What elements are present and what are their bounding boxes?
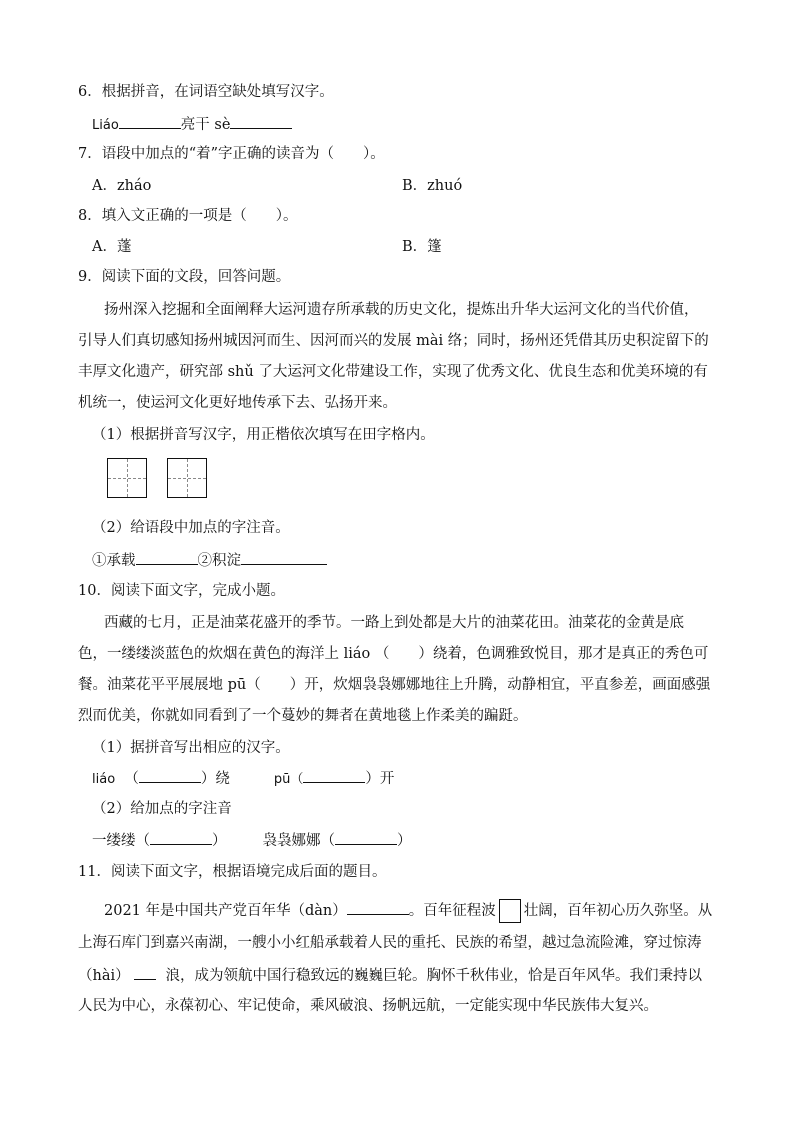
q9-para-line: 扬州深入挖掘和全面阐释大运河遗存所承载的历史文化，提炼出升华大运河文化的当代价值， (104, 302, 699, 318)
q10-word-1: 一缕缕（ (92, 833, 150, 849)
q9-para-line: 机统一，使运河文化更好地传承下去、弘扬开来。 (78, 395, 397, 411)
q10-blank-word1[interactable] (150, 830, 212, 845)
q6-blank-2[interactable] (230, 114, 292, 129)
q9-items (92, 550, 327, 571)
q9-sub2: （2）给语段中加点的字注音。 (92, 520, 290, 536)
q7-title: 7．语段中加点的“着”字正确的读音为（ ）。 (78, 146, 385, 162)
q10-blank-pu[interactable] (303, 768, 365, 783)
q11-line-3a: （hài） (78, 968, 130, 984)
q11-blank-hai[interactable] (134, 965, 156, 980)
q7-option-a[interactable]: A．zháo (92, 178, 152, 194)
q10-words-line (92, 830, 412, 851)
q11-blank-dan[interactable] (347, 900, 409, 915)
q10-para-line: 色，一缕缕淡蓝色的炊烟在黄色的海洋上 liáo （ ）绕着，色调雅致悦目，那才是真正的秀色可 (78, 646, 709, 662)
q11-line-1c: 壮阔，百年初心历久弥坚。从 (523, 903, 713, 919)
q10-sub2: （2）给加点的字注音 (92, 801, 232, 817)
q6-title: 6．根据拼音，在词语空缺处填写汉字。 (78, 84, 334, 100)
q10-pu-after: ）开 (365, 771, 395, 787)
q10-liao: liáo (92, 772, 116, 787)
tianzige-box-2[interactable] (167, 458, 207, 498)
q10-blank-word2[interactable] (335, 830, 397, 845)
q10-sub1: （1）据拼音写出相应的汉字。 (92, 740, 290, 756)
q11-title: 11．阅读下面文字，根据语境完成后面的题目。 (78, 864, 387, 880)
q11-answer-box[interactable] (499, 899, 521, 923)
q9-blank-2[interactable] (241, 550, 327, 565)
q9-title: 9．阅读下面的文段，回答问题。 (78, 269, 291, 285)
q11-line-1b: 。百年征程波 (408, 903, 496, 919)
q9-para-line: 引导人们真切感知扬州城因河而生、因河而兴的发展 mài 络；同时，扬州还凭借其历史积淀留下的 (78, 333, 709, 349)
q10-pu: pū（ (273, 772, 304, 787)
q10-word-2: 袅袅娜娜（ (262, 833, 335, 849)
q10-title: 10．阅读下面文字，完成小题。 (78, 583, 285, 599)
q7-option-b[interactable]: B．zhuó (402, 178, 463, 194)
q9-item-1: ①承载 (92, 553, 136, 569)
q9-sub1: （1）根据拼音写汉字，用正楷依次填写在田字格内。 (92, 427, 435, 443)
q11-line-3b: 浪，成为领航中国行稳致远的巍巍巨轮。胸怀千秋伟业，恰是百年风华。我们秉持以 (165, 968, 702, 984)
tianzige-box-1[interactable] (107, 458, 147, 498)
q10-para-line: 餐。油菜花平平展展地 pū（ ）开，炊烟袅袅娜娜地往上升腾，动静相宜，平直参差，画面感强 (78, 677, 711, 693)
q10-pinyin-line (92, 768, 394, 790)
q9-blank-1[interactable] (136, 550, 198, 565)
q11-line-2: 上海石库门到嘉兴南湖，一艘小小红船承载着人民的重托、民族的希望，越过急流险滩，穿过惊涛 (78, 935, 702, 951)
q8-option-a[interactable]: A．蓬 (92, 239, 132, 255)
q10-word-2-after: ） (397, 833, 412, 849)
q10-word-1-after: ） (212, 833, 227, 849)
q11-line-1 (104, 899, 712, 923)
q10-para-line: 西藏的七月，正是油菜花盛开的季节。一路上到处都是大片的油菜花田。油菜花的金黄是底 (104, 615, 684, 631)
q6-blank-1[interactable] (119, 114, 181, 129)
q6-line (92, 114, 292, 136)
q9-item-2: ②积淀 (197, 553, 241, 569)
q10-blank-liao[interactable] (139, 768, 201, 783)
q6-pinyin: Liáo (92, 118, 119, 133)
q11-line-4: 人民为中心，永葆初心、牢记使命，乘风破浪、扬帆远航，一定能实现中华民族伟大复兴。 (78, 998, 658, 1014)
q8-title: 8．填入文正确的一项是（ ）。 (78, 208, 298, 224)
q10-open: （ (124, 771, 139, 787)
q8-option-b[interactable]: B．篷 (402, 239, 442, 255)
q10-para-line: 烈而优美，你就如同看到了一个蔓妙的舞者在黄地毯上作柔美的蹁跹。 (78, 708, 528, 724)
q11-line-3 (78, 965, 702, 986)
q9-para-line: 丰厚文化遗产，研究部 shǔ 了大运河文化带建设工作，实现了优秀文化、优良生态和优美环境的有 (78, 364, 708, 380)
q6-word: 亮干 sè (180, 117, 231, 133)
q11-line-1a: 2021 年是中国共产党百年华（dàn） (104, 903, 347, 919)
q10-liao-after: ）绕 (200, 771, 230, 787)
